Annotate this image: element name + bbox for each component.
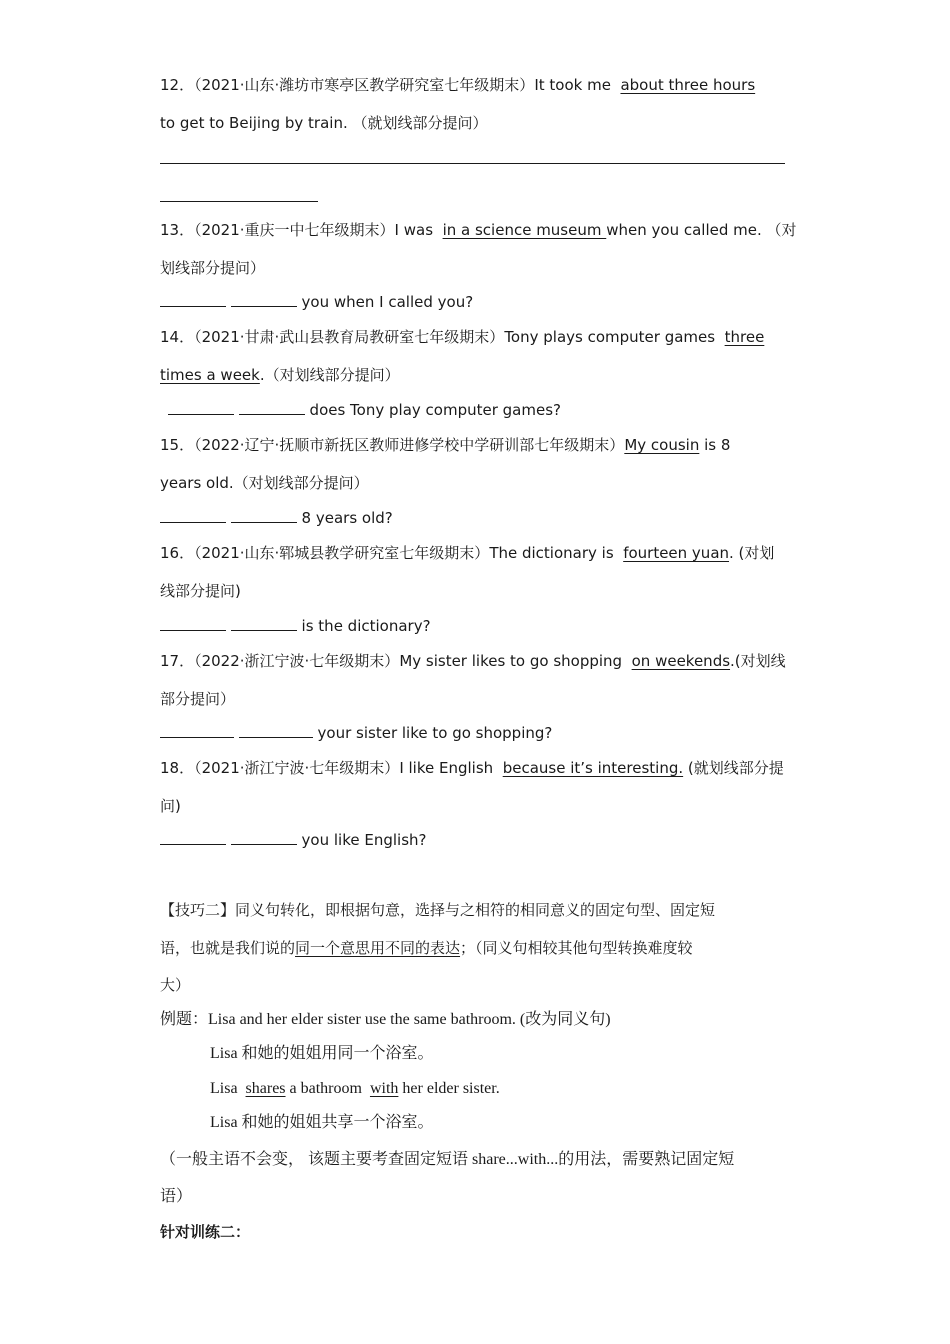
question-15-answer: 8 years old? bbox=[160, 508, 393, 528]
answer-blank[interactable] bbox=[231, 616, 297, 631]
answer-blank[interactable] bbox=[231, 292, 297, 307]
example-note-line2: 语） bbox=[160, 1188, 193, 1205]
question-14-line2: times a week.（对划线部分提问） bbox=[160, 366, 400, 384]
question-14-line1: 14．（2021·甘肃·武山县教育局教研室七年级期末）Tony plays computer games three bbox=[160, 328, 765, 346]
answer-blank[interactable] bbox=[160, 830, 226, 845]
question-17-line2: 部分提问） bbox=[160, 690, 236, 708]
answer-blank[interactable] bbox=[231, 508, 297, 523]
example-answer: Lisa shares a bathroom with her elder sister. bbox=[210, 1080, 500, 1097]
answer-blank[interactable] bbox=[160, 292, 226, 307]
question-14-answer: does Tony play computer games? bbox=[168, 400, 561, 420]
tip2-line3: 大） bbox=[160, 976, 191, 994]
underlined-phrase: on weekends bbox=[631, 652, 731, 670]
question-15-line2: years old.（对划线部分提问） bbox=[160, 474, 369, 492]
underlined-phrase: times a week bbox=[160, 366, 260, 384]
example-translation-1: Lisa 和她的姐姐用同一个浴室。 bbox=[210, 1045, 434, 1062]
question-16-answer: is the dictionary? bbox=[160, 616, 431, 636]
underlined-phrase: three bbox=[724, 328, 765, 346]
answer-blank[interactable] bbox=[239, 400, 305, 415]
question-16-line2: 线部分提问) bbox=[160, 582, 241, 600]
question-13-line1: 13．（2021·重庆一中七年级期末）I was in a science museum when you called me. （对 bbox=[160, 221, 797, 239]
question-13-answer: you when I called you? bbox=[160, 292, 473, 312]
tip2-line1: 【技巧二】同义句转化，即根据句意，选择与之相符的相同意义的固定句型、固定短 bbox=[160, 901, 716, 919]
question-15-line1: 15．（2022·辽宁·抚顺市新抚区教师进修学校中学研训部七年级期末）My cousin is 8 bbox=[160, 436, 731, 454]
underlined-phrase: 同一个意思用不同的表达 bbox=[295, 939, 461, 957]
question-17-answer: your sister like to go shopping? bbox=[160, 723, 552, 743]
example-translation-2: Lisa 和她的姐姐共享一个浴室。 bbox=[210, 1114, 434, 1131]
underlined-phrase: in a science museum bbox=[442, 221, 607, 239]
answer-blank[interactable] bbox=[160, 508, 226, 523]
question-18-answer: you like English? bbox=[160, 830, 427, 850]
question-13-line2: 划线部分提问） bbox=[160, 259, 266, 277]
question-17-line1: 17．（2022·浙江宁波·七年级期末）My sister likes to go shopping on weekends.(对划线 bbox=[160, 652, 786, 670]
question-12-line2: to get to Beijing by train. （就划线部分提问） bbox=[160, 114, 488, 132]
underlined-phrase: with bbox=[369, 1080, 399, 1097]
example-sentence: 例题：Lisa and her elder sister use the same bathroom. (改为同义句) bbox=[160, 1011, 611, 1028]
answer-line[interactable] bbox=[160, 201, 318, 202]
tip2-line2: 语，也就是我们说的同一个意思用不同的表达；（同义句相较其他句型转换难度较 bbox=[160, 939, 693, 957]
answer-blank[interactable] bbox=[231, 830, 297, 845]
underlined-phrase: fourteen yuan bbox=[623, 544, 730, 562]
answer-blank[interactable] bbox=[160, 616, 226, 631]
underlined-phrase: about three hours bbox=[620, 76, 756, 94]
question-18-line2: 问) bbox=[160, 797, 181, 815]
answer-line[interactable] bbox=[160, 163, 785, 164]
question-16-line1: 16．（2021·山东·郓城县教学研究室七年级期末）The dictionary is fourteen yuan. (对划 bbox=[160, 544, 775, 562]
answer-blank[interactable] bbox=[168, 400, 234, 415]
underlined-phrase: My cousin bbox=[624, 436, 700, 454]
question-18-line1: 18．（2021·浙江宁波·七年级期末）I like English because it’s interesting. (就划线部分提 bbox=[160, 759, 784, 777]
underlined-phrase: shares bbox=[245, 1080, 286, 1097]
example-note-line1: （一般主语不会变， 该题主要考查固定短语 share...with...的用法，需要熟记固定短 bbox=[160, 1151, 735, 1168]
underlined-phrase: because it’s interesting. bbox=[502, 759, 684, 777]
question-12-line1: 12．（2021·山东·潍坊市寒亭区教学研究室七年级期末）It took me about three hours bbox=[160, 76, 756, 94]
answer-blank[interactable] bbox=[160, 723, 234, 738]
answer-blank[interactable] bbox=[239, 723, 313, 738]
section-title: 针对训练二： bbox=[160, 1223, 251, 1241]
